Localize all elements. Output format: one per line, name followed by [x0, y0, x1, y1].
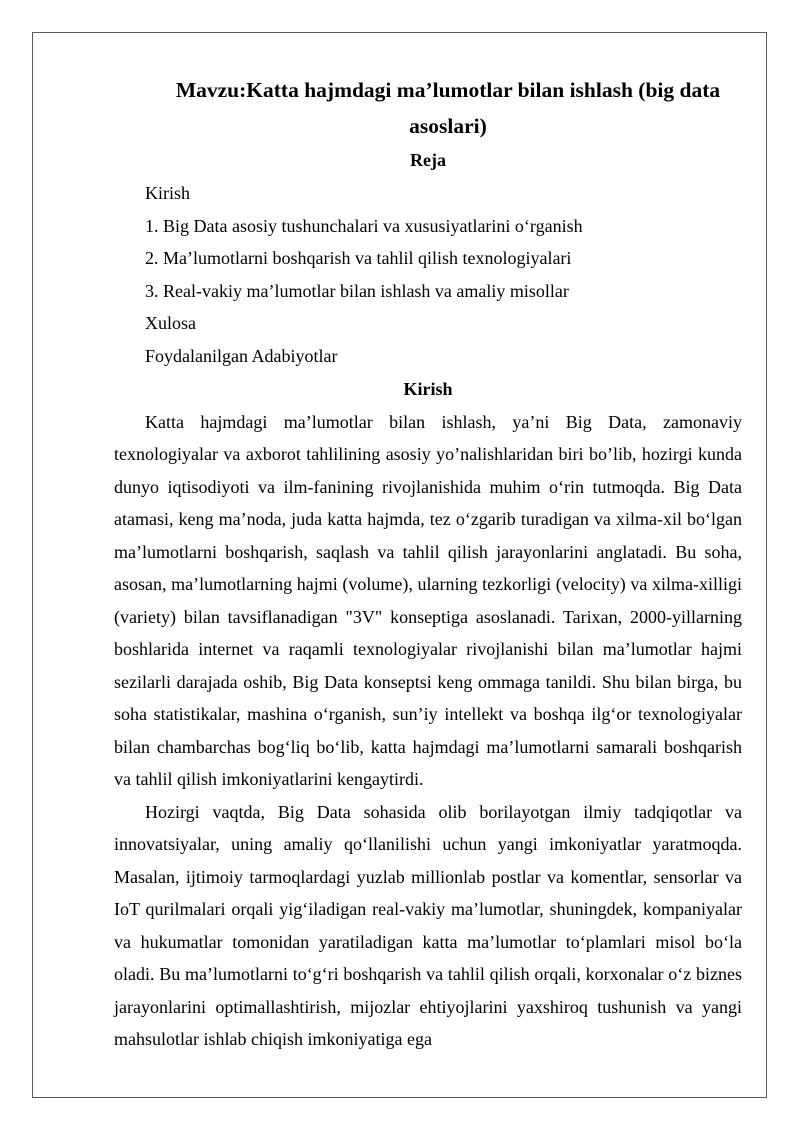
document-title: Mavzu:Katta hajmdagi ma’lumotlar bilan ishlash (big data asoslari)	[175, 78, 721, 138]
plan-item-conclusion: Xulosa	[145, 313, 196, 334]
plan-list	[114, 177, 742, 373]
plan-item-intro: Kirish	[145, 183, 190, 203]
plan-item-3: 3. Real-vakiy ma’lumotlar bilan ishlash va amaliy misollar	[145, 280, 569, 301]
plan-item-references: Foydalanilgan Adabiyotlar	[145, 345, 338, 366]
plan-item-1: 1. Big Data asosiy tushunchalari va xususiyatlarini o‘rganish	[145, 215, 583, 236]
section-heading-intro: Kirish	[403, 378, 453, 399]
plan-item-2: 2. Ma’lumotlarni boshqarish va tahlil qilish texnologiyalari	[145, 248, 572, 269]
document-body	[114, 72, 742, 1056]
paragraph: Katta hajmdagi ma’lumotlar bilan ishlash, ya’ni Big Data, zamonaviy texnologiyalar va axborot tahlilining asosiy yo’nalishlaridan biri bo’lib, hozirgi kunda dunyo iqtisodiyoti va ilm-fanining rivojlanishida muhim o‘rin tutmoqda. Big Data atamasi, keng ma’noda, juda katta hajmda, tez o‘zgarib turadigan va xilma-xil bo‘lgan ma’lumotlarni boshqarish, saqlash va tahlil qilish jarayonlarini anglatadi. Bu soha, asosan, ma’lumotlarning hajmi (volume), ularning tezkorligi (velocity) va xilma-xilligi (variety) bilan tavsiflanadigan "3V" konseptiga asoslanadi. Tarixan, 2000-yillarning boshlarida internet va raqamli texnologiyalar rivojlanishi bilan ma’lumotlar hajmi sezilarli darajada oshib, Big Data konseptsi keng ommaga tanildi. Shu bilan birga, bu soha statistikalar, mashina o‘rganish, sun’iy intellekt va boshqa ilg‘or texnologiyalar bilan chambarchas bog‘liq bo‘lib, katta hajmdagi ma’lumotlarni samarali boshqarish va tahlil qilish imkoniyatlarini kengaytirdi.	[114, 411, 742, 790]
paragraph: Hozirgi vaqtda, Big Data sohasida olib borilayotgan ilmiy tadqiqotlar va innovatsiyalar, uning amaliy qo‘llanilishi uchun yangi imkoniyatlar yaratmoqda. Masalan, ijtimoiy tarmoqlardagi yuzlab millionlab postlar va komentlar, sensorlar va IoT qurilmalari orqali yig‘iladigan real-vakiy ma’lumotlar, shuningdek, kompaniyalar va hukumatlar tomonidan yaratiladigan katta ma’lumotlar to‘plamlari misol bo‘la oladi. Bu ma’lumotlarni to‘g‘ri boshqarish va tahlil qilish orqali, korxonalar o‘z biznes jarayonlarini optimallashtirish, mijozlar ehtiyojlarini yaxshiroq tushunish va yangi mahsulotlar ishlab chiqish imkoniyatiga ega	[114, 801, 742, 1050]
plan-heading: Reja	[410, 150, 446, 170]
